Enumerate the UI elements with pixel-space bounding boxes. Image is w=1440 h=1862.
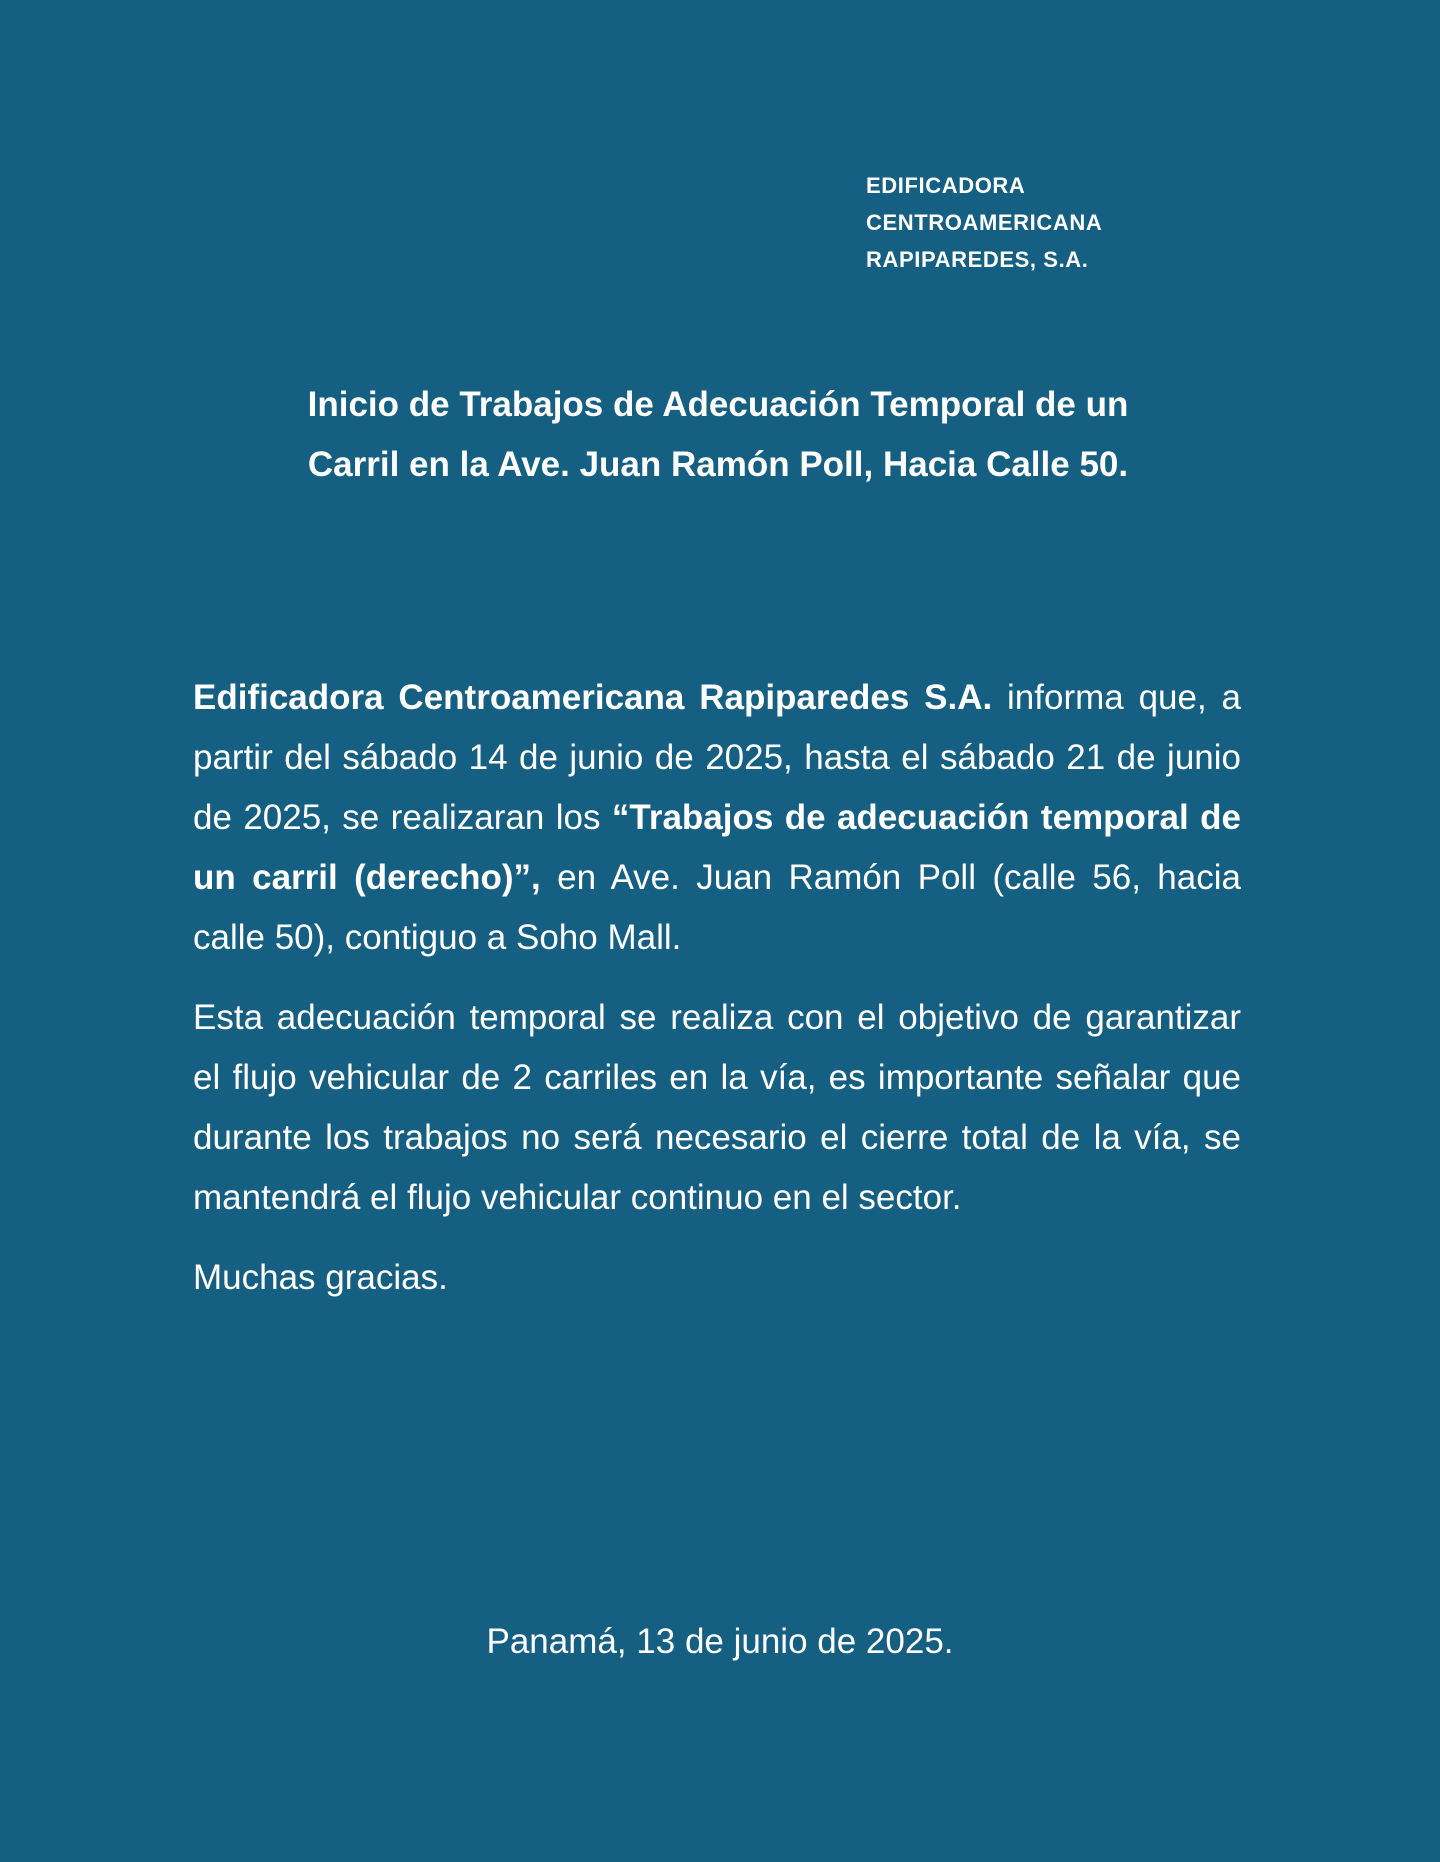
company-name-line-2: CENTROAMERICANA [866,210,1103,235]
title-line-2: Carril en la Ave. Juan Ramón Poll, Hacia Calle 50. [307,445,1129,484]
works-title-bold: “Trabajos de adecuación temporal de un carril (derecho)”, [193,798,1241,897]
company-name-bold: Edificadora Centroamericana Rapiparedes S.A. [193,678,993,717]
closing-text: Muchas gracias. [193,1258,448,1297]
purpose-paragraph: Esta adecuación temporal se realiza con el objetivo de garantizar el flujo vehicular de 2 carriles en la vía, es importante señalar que durante los trabajos no será necesario el cierre total de la vía, se mantendrá el flujo vehicular continuo en el sector. [193,998,1241,1217]
place-date: Panamá, 13 de junio de 2025. [486,1622,954,1661]
announcement-text-b: en Ave. Juan Ramón Poll (calle 56, hacia calle 50), contiguo a Soho Mall. [193,858,1241,957]
company-name-line-3: RAPIPAREDES, S.A. [866,247,1089,272]
announcement-paragraph [193,668,1241,968]
announcement-text-a: informa que, a partir del sábado 14 de junio de 2025, hasta el sábado 21 de junio de 2025, se realizaran los [193,678,1241,837]
document-title [180,375,1256,495]
company-name-line-1: EDIFICADORA [866,173,1026,198]
company-name-block [866,167,1102,278]
document-body [193,668,1241,1328]
title-line-1: Inicio de Trabajos de Adecuación Temporal de un [307,385,1129,424]
